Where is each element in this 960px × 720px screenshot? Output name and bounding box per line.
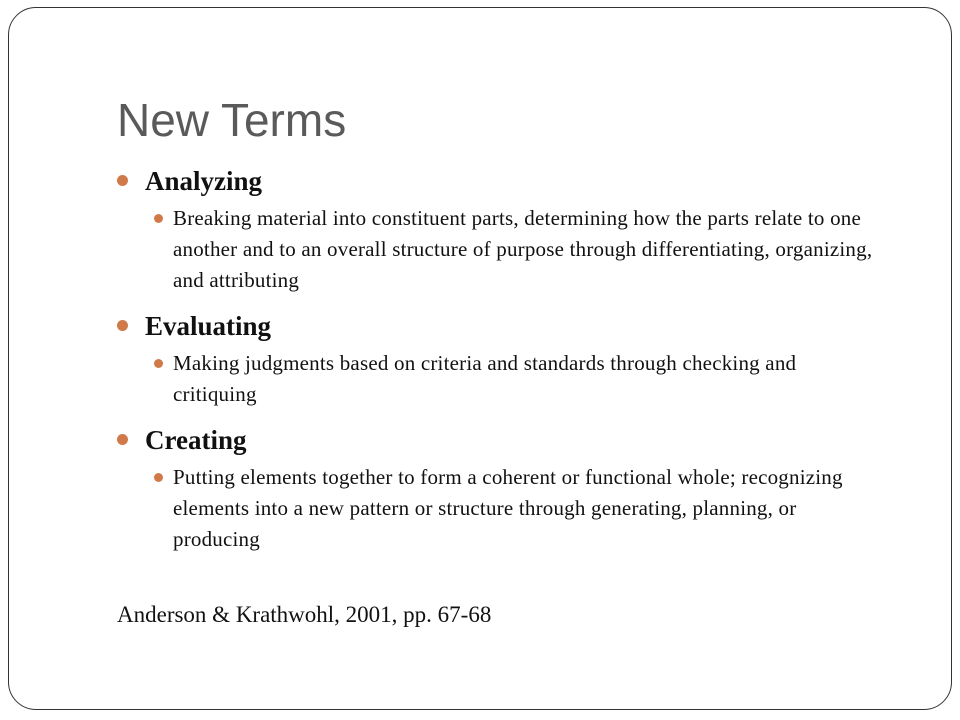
definition-text: Making judgments based on criteria and standards through checking and critiquing <box>173 351 797 406</box>
bullet-dot-icon <box>154 359 163 368</box>
term-label: Analyzing <box>145 166 263 196</box>
term-creating <box>117 422 877 458</box>
slide-title: New Terms <box>117 94 347 146</box>
definition-analyzing <box>117 203 877 296</box>
definition-text: Breaking material into constituent parts, determining how the parts relate to one another and to an overall structure of purpose through differentiating, organizing, and attributing <box>173 206 873 292</box>
term-label: Evaluating <box>145 311 272 341</box>
term-label: Creating <box>145 425 247 455</box>
bullet-dot-icon <box>154 214 163 223</box>
definition-creating <box>117 462 877 555</box>
term-analyzing <box>117 163 877 199</box>
definition-text: Putting elements together to form a coherent or functional whole; recognizing elements into a new pattern or structure through generating, planning, or producing <box>173 465 843 551</box>
term-evaluating <box>117 308 877 344</box>
bullet-dot-icon <box>154 473 163 482</box>
term-list <box>117 163 877 567</box>
bullet-dot-icon <box>117 175 128 186</box>
bullet-dot-icon <box>117 320 128 331</box>
definition-evaluating <box>117 348 877 410</box>
bullet-dot-icon <box>117 434 128 445</box>
slide-frame <box>8 7 952 710</box>
citation: Anderson & Krathwohl, 2001, pp. 67-68 <box>117 602 492 627</box>
